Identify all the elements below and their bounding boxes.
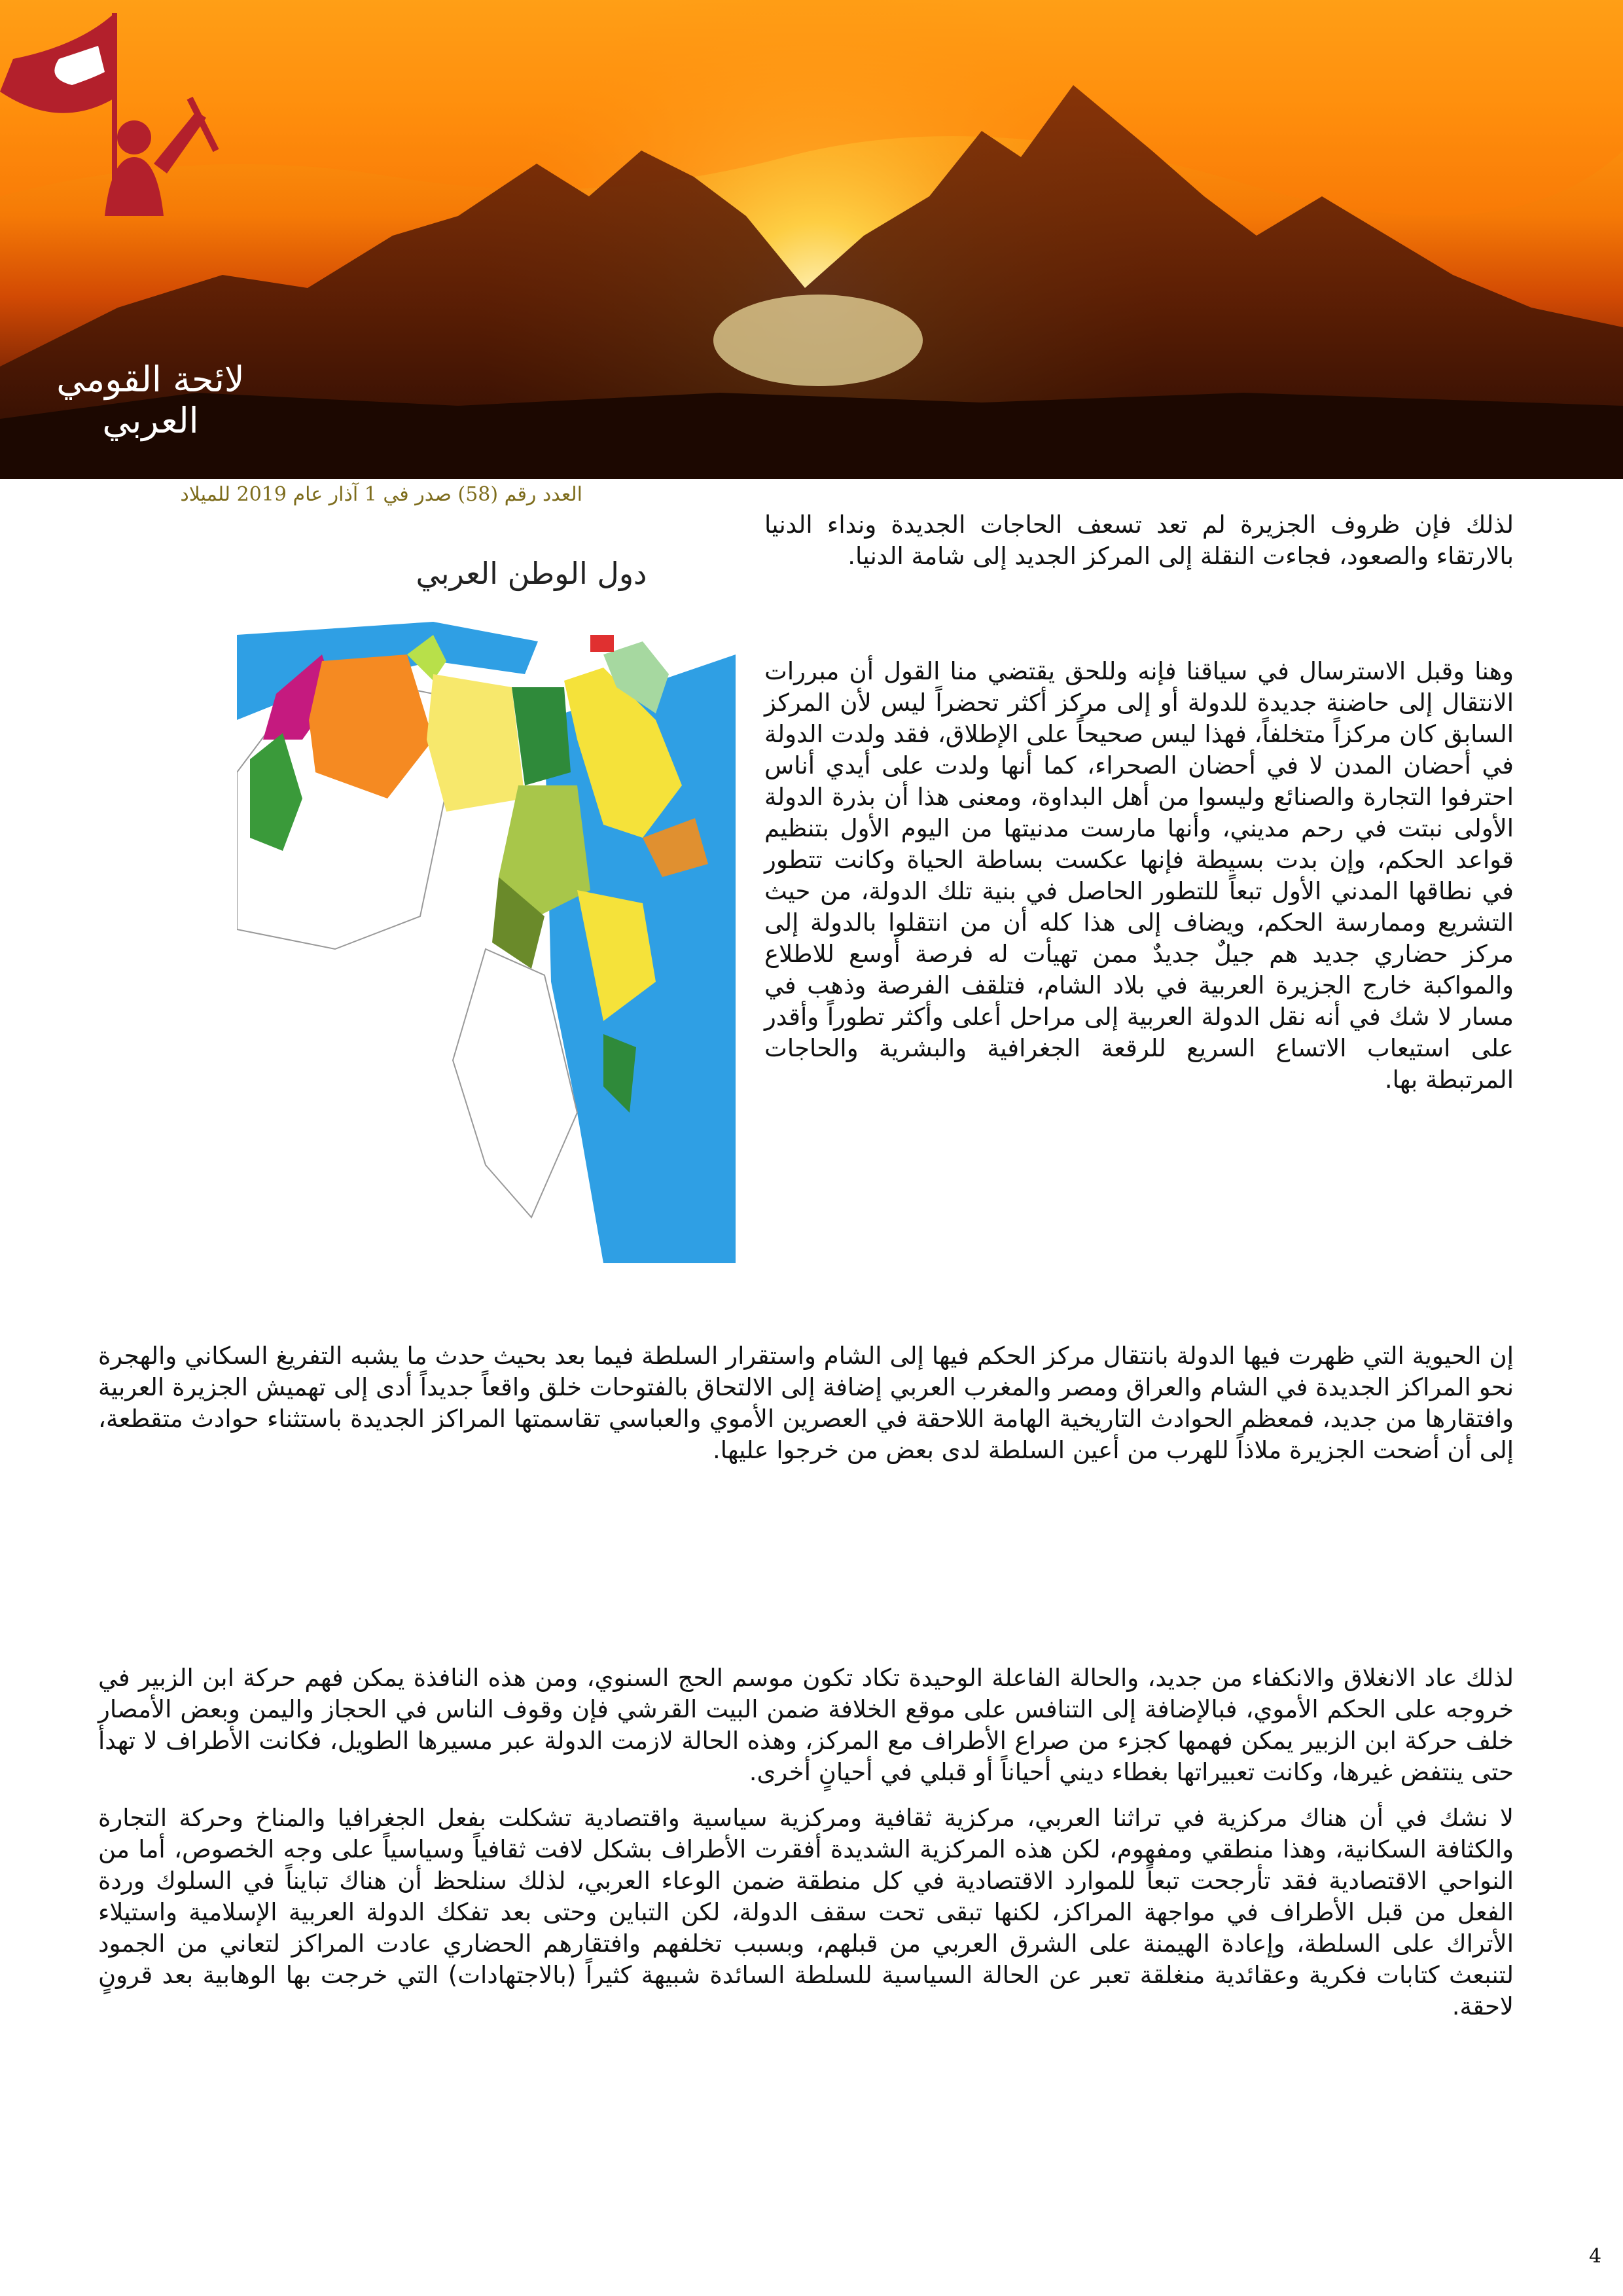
article-paragraph-5: لا نشك في أن هناك مركزية في تراثنا العربي، مركزية ثقافية ومركزية سياسية واقتصادية تشكلت بفعل الجغرافيا والمناخ وحركة التجارة والكثافة السكانية، وهذا منطقي ومفهوم، لكن هذه المركزية الشديدة أفقرت الأطراف بشكل لافت ثقافياً وسياسياً على وجه الخصوص، أما من النواحي الاقتصادية فقد تأرجحت تبعاً للموارد الاقتصادية في كل منطقة ضمن الوعاء العربي، لذلك سنلحظ أن هناك تبايناً في السلوك وردة الفعل من قبل الأطراف في مواجهة المراكز، لكنها تبقى تحت سقف الدولة، لكن التباين وحتى بعد تفكك الدولة العربية الإسلامية واستيلاء الأتراك على السلطة، وإعادة الهيمنة على الشرق العربي من قبلهم، وبسبب تخلفهم وافتقارهم الحضاري عادت المراكز لتعاني من الجمود لتنبعث كتابات فكرية وعقائدية منغلقة تعبر عن الحالة السياسية للسلطة السائدة شبيهة كثيراً (بالاجتهادات) التي خرجت بها الوهابية بعد قرونٍ لاحقة. [98,1804,1514,2020]
map-title: دول الوطن العربي [416,556,647,591]
header-banner [0,0,1623,479]
arab-world-map-icon [237,524,736,1263]
article-paragraph-2: وهنا وقبل الاسترسال في سياقنا فإنه وللحق يقتضي منا القول أن مبررات الانتقال إلى حاضنة جديدة للدولة أو إلى مركز أكثر تحضراً ليس لأن المركز السابق كان مركزاً متخلفاً، فهذا ليس صحيحاً على الإطلاق، فقد ولدت الدولة في أحضان المدن لا في أحضان الصحراء، كما أنها ولدت على أيدي أناس احترفوا التجارة والصنائع وليسوا من أهل البداوة، ومعنى هذا أن بذرة الدولة الأولى نبتت في رحم مديني، وأنها مارست مدنيتها من اليوم الأول بتنظيم قواعد الحكم، وإن بدت بسيطة فإنها عكست بساطة الحياة وكانت تتطور في نطاقها المدني الأول تبعاً للتطور الحاصل في بنية تلك الدولة، من حيث التشريع وممارسة الحكم، ويضاف إلى هذا كله أن من انتقلوا بالدولة إلى مركز حضاري جديد هم جيلٌ جديدٌ ممن تهيأت له فرصة أوسع للاطلاع والمواكبة خارج الجزيرة العربية في بلاد الشام، فتلقف الفرصة وذهب في مسار لا شك في أنه نقل الدولة العربية إلى مراحل أعلى وأكثر تطوراً وأقدر على استيعاب الاتساع السريع للرقعة الجغرافية والبشرية والحاجات المرتبطة بها. [764,657,1514,1094]
arab-world-map-figure [237,524,736,1263]
issue-line: العدد رقم (58) صدر في 1 آذار عام 2019 للميلاد [180,483,582,506]
article-paragraph-3: إن الحيوية التي ظهرت فيها الدولة بانتقال مركز الحكم فيها إلى الشام واستقرار السلطة فيما بعد بحيث حدث ما يشبه التفريغ السكاني والهجرة نحو المراكز الجديدة في الشام والعراق ومصر والمغرب العربي إضافة إلى الالتحاق بالفتوحات خلق واقعاً جديداً أدى إلى تهميش الجزيرة العربية وافتقارها من جديد، فمعظم الحوادث التاريخية الهامة اللاحقة في العصرين الأموي والعباسي تقاسمتها المراكز الجديدة باستثناء حوادث متقطعة، إلى أن أضحت الجزيرة ملاذاً للهرب من أعين السلطة لدى بعض من خرجوا عليها. [98,1342,1514,1464]
flag-figure-logo-icon [0,0,262,281]
logo-caption: لائحة القومي العربي [56,359,245,441]
article-paragraph-1: لذلك فإن ظروف الجزيرة لم تعد تسعف الحاجات الجديدة ونداء الدنيا بالارتقاء والصعود، فجاءت النقلة إلى المركز الجديد إلى شامة الدنيا. [764,511,1514,570]
page-number: 4 [1589,2245,1602,2268]
article-paragraph-4: لذلك عاد الانغلاق والانكفاء من جديد، والحالة الفاعلة الوحيدة تكاد تكون موسم الحج السنوي، ومن هذه النافذة يمكن فهم حركة ابن الزبير في خروجه على الحكم الأموي، فبالإضافة إلى التنافس على موقع الخلافة ضمن البيت القرشي فإن وقوف الناس في الحجاز واليمن وبعض الأمصار خلف حركة ابن الزبير يمكن فهمها كجزء من صراع الأطراف مع المركز، وهذه الحالة لازمت الدولة عبر مسيرها الطويل، فكانت الأطراف لا تهدأ حتى ينتفض غيرها، وكانت تعبيراتها بغطاء ديني أحياناً أو قبلي في أحيانٍ أخرى. [98,1664,1514,1786]
